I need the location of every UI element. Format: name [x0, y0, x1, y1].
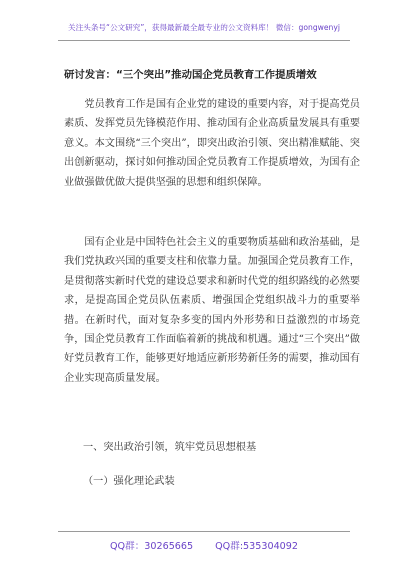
footer-qq-group-1: QQ群：30265665	[110, 541, 194, 552]
section-heading: 一、突出政治引领，筑牢党员思想根基	[83, 442, 257, 453]
document-title: 研讨发言：“三个突出”推动国企党员教育工作提质增效	[64, 69, 317, 81]
body-paragraph-1: 党员教育工作是国有企业党的建设的重要内容，对于提高党员素质、发挥党员先锋模范作用、推动国有企业高质量发展具有重要意义。本文围绕“三个突出”，即突出政治引领、突出精准赋能、突出创新驱动，探讨如何推动国企党员教育工作提质增效，为国有企业做强做优做大提供坚强的思想和组织保障。	[64, 99, 360, 188]
footer	[0, 538, 408, 552]
body-paragraph-2: 国有企业是中国特色社会主义的重要物质基础和政治基础，是我们党执政兴国的重要支柱和依靠力量。加强国企党员教育工作，是贯彻落实新时代党的建设总要求和新时代党的组织路线的必然要求，是提高国企党员队伍素质、增强国企党组织战斗力的重要举措。在新时代，面对复杂多变的国内外形势和日益激烈的市场竞争，国企党员教育工作面临着新的挑战和机遇。通过“三个突出”做好党员教育工作，能够更好地适应新形势新任务的需要，推动国有企业实现高质量发展。	[64, 237, 360, 384]
subsection-heading: （一）强化理论武装	[83, 476, 175, 487]
footer-qq-group-2: QQ群:535304092	[215, 541, 298, 552]
footer-divider	[58, 531, 350, 532]
header-banner: 关注头条号“公文研究”，获得最新最全最专业的公文资料库！ 微信：gongwenyj	[68, 23, 340, 32]
header-divider	[58, 40, 350, 41]
